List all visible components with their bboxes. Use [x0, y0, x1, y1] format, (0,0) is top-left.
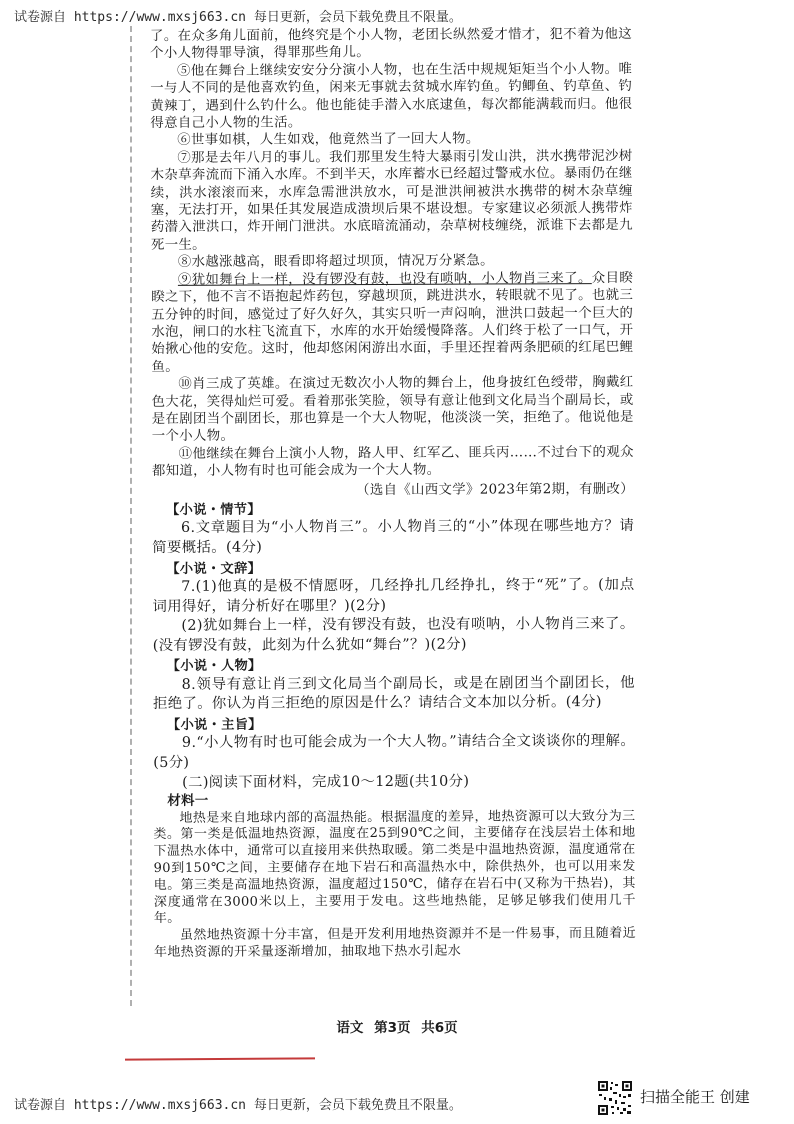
page-content — [150, 26, 636, 962]
story-paragraph-11: ⑪他继续在舞台上演小人物，路人甲、红军乙、匪兵丙……不过台下的观众都知道，小人物有时也可能会成为一个大人物。 — [151, 444, 634, 480]
qr-code-icon — [597, 1080, 633, 1116]
question-8: 8.领导有意让肖三到文化局当个副局长，或是在剧团当个副团长，他拒绝了。你认为肖三拒绝的原因是什么？请结合文本加以分析。(4分) — [152, 674, 635, 713]
story-paragraph-10: ⑩肖三成了英雄。在演过无数次小人物的舞台上，他身披红色绶带，胸戴红色大花，笑得灿烂可爱。看着那张笑脸，领导有意让他到文化局当个副局长，或是在剧团当个副团长，那也算是一个大人物呢，他淡淡一笑，拒绝了。他说他是一个小人物。 — [151, 375, 634, 445]
section-tag-theme: 【小说・主旨】 — [167, 717, 262, 733]
story-paragraph-9 — [151, 270, 633, 377]
story-source: （选自《山西文学》2023年第2期，有删改） — [356, 481, 635, 498]
section-tag-language: 【小说・文辞】 — [166, 561, 262, 577]
story-paragraph-7: ⑦那是去年八月的事儿。我们那里发生特大暴雨引发山洪，洪水携带泥沙树木杂草奔流而下涌入水库。不到半天，水库蓄水已经超过警戒水位。暴雨仍在继续，洪水滚滚而来，水库急需泄洪放水，可是泄洪闸被洪水携带的树木杂草缠塞，无法打开，如果任其发展造成溃坝后果不堪设想。专家建议必须派人携带炸药潜入泄洪口，炸开闸门泄洪。水底暗流涌动，杂草树枝缠绕，派谁下去都是九死一生。 — [150, 148, 633, 253]
story-paragraph-6: ⑥世事如棋，人生如戏，他竟然当了一回大人物。 — [177, 132, 480, 149]
bottom-watermark: 试卷源自 https://www.mxsj663.cn 每日更新，会员下载免费且不限量。 — [14, 1098, 462, 1113]
page-number-footer: 语文 第3页 共6页 — [336, 1020, 458, 1036]
section-2-heading: (二)阅读下面材料，完成10～12题(共10分) — [182, 773, 470, 791]
underlined-sentence: ⑨犹如舞台上一样，没有锣没有鼓，也没有唢呐，小人物肖三来了。 — [177, 270, 592, 288]
question-6: 6.文章题目为“小人物肖三”。小人物肖三的“小”体现在哪些地方？请简要概括。(4分) — [152, 518, 635, 556]
story-paragraph-5: ⑤他在舞台上继续安安分分演小人物，也在生活中规规矩矩当个小人物。唯一与人不同的是他喜欢钓鱼，闲来无事就去贫城水库钓鱼。钓鲫鱼、钓草鱼、钓黄辣丁，遇到什么钓什么。他也能徒手潜入水底逮鱼，每次都能满载而归。他很得意自己小人物的生活。 — [150, 61, 633, 132]
question-7-2: (2)犹如舞台上一样，没有锣没有鼓，也没有唢呐，小人物肖三来了。(没有锣没有鼓，此刻为什么犹如“舞台”？)(2分) — [152, 616, 635, 654]
binding-fold-line — [130, 26, 132, 1006]
material-1-paragraph-1: 地热是来自地球内部的高温热能。根据温度的差异，地热资源可以大致分为三类。第一类是低温地热资源，温度在25到90℃之间，主要储存在浅层岩土体和地下温热水体中，通常可以直接用来供热取暖。第二类是中温地热资源，温度通常在90到150℃之间，主要储存在地下岩石和高温热水中，除供热外，也可以用来发电。第三类是高温地热资源，温度超过150℃，储存在岩石中(又称为干热岩)，其深度通常在3000米以上，主要用于发电。这些地热能，足够足够我们使用几千年。 — [153, 808, 636, 927]
question-9: 9.“小人物有时也可能会成为一个大人物。”请结合全文谈谈你的理解。(5分) — [153, 733, 636, 771]
top-watermark: 试卷源自 https://www.mxsj663.cn 每日更新，会员下载免费且不限量。 — [14, 10, 462, 25]
material-1-title: 材料一 — [167, 793, 209, 810]
story-paragraph-9-rest: 众目睽睽之下，他不言不语抱起炸药包，穿越坝顶，跳进洪水，转眼就不见了。也就三五分钟的时间，感觉过了好久好久，其实只听一声闷响，泄洪口鼓起一个巨大的水泡，闸口的水柱飞流直下，水库的水开始缓慢降落。人们终于松了一口气，开始揪心他的安危。这时，他却悠闲闲游出水面，手里还捏着两条肥硕的红尾巴鲤鱼。 — [151, 270, 634, 375]
story-paragraph-8: ⑧水越涨越高，眼看即将超过坝顶，情况万分紧急。 — [177, 253, 494, 271]
material-1-paragraph-2: 虽然地热资源十分丰富，但是开发利用地热资源并不是一件易事，而且随着近年地热资源的开采量逐渐增加，抽取地下热水引起水 — [154, 925, 636, 960]
scanner-app-label: 扫描全能王 创建 — [640, 1088, 750, 1106]
story-paragraph-continued: 了。在众多角儿面前，他终究是个小人物，老团长纵然爱才惜才，犯不着为他这个小人物得罪导演，得罪那些角儿。 — [150, 26, 633, 62]
section-tag-character: 【小说・人物】 — [166, 658, 262, 675]
red-scan-mark — [125, 1057, 315, 1060]
question-7-1: 7.(1)他真的是极不情愿呀，几经挣扎几经挣扎，终于“死”了。(加点词用得好，请分析好在哪里？)(2分) — [152, 576, 635, 615]
section-tag-plot: 【小说・情节】 — [166, 502, 261, 518]
